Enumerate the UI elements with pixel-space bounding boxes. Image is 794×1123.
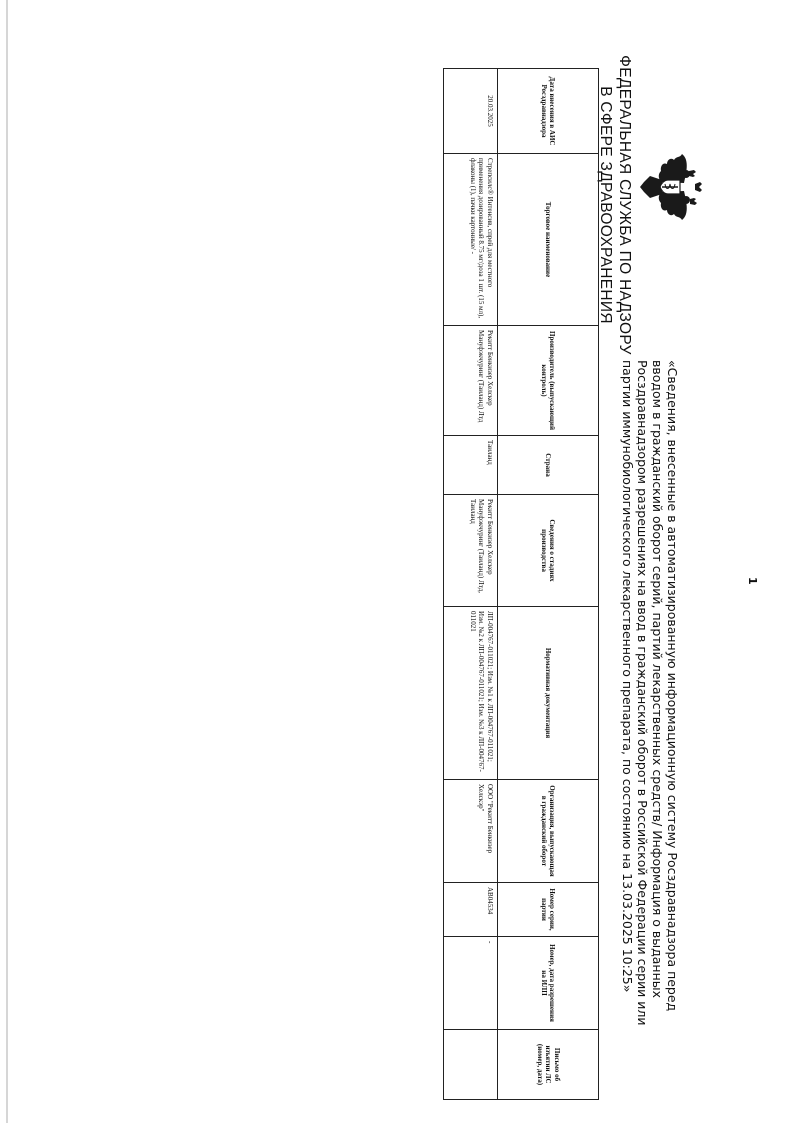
scan-edge-divider — [6, 0, 8, 1123]
withdrawal-letter-cell — [444, 1030, 498, 1100]
agency-name-line-1: ФЕДЕРАЛЬНАЯ СЛУЖБА ПО НАДЗОРУ — [616, 55, 633, 355]
agency-name-line-2: В СФЕРЕ ЗДРАВООХРАНЕНИЯ — [597, 86, 614, 324]
header-cell: Номер серии, партии — [498, 883, 599, 937]
header-cell: Сведения о стадиях производства — [498, 495, 599, 607]
header-cell: Письмо об изъятии ЛС (номер, дата) — [498, 1030, 599, 1100]
header-cell: Нормативная документация — [498, 607, 599, 780]
date-cell: 20.03.2025 — [444, 69, 498, 154]
batch-number-cell: AB04534 — [444, 883, 498, 937]
header-cell: Страна — [498, 436, 599, 495]
header-cell: Производитель (выпускающий контроль) — [498, 326, 599, 436]
header-cell: Дата внесения в АИС Росздравнадзора — [498, 69, 599, 154]
double-headed-eagle-emblem-icon — [638, 152, 702, 222]
header-cell: Номер, дата разрешения на ИЛП — [498, 937, 599, 1030]
drug-release-table — [443, 68, 599, 1100]
page-number: 1 — [746, 577, 759, 585]
regulatory-docs-cell: ЛП-004767-011021; Изм. №1 к ЛП-004767-011021; Изм. №2 к ЛП-004767-011021; Изм. №3 к ЛП-004767-011021 — [444, 607, 498, 780]
header-cell: Организация, выпускающая в гражданский оборот — [498, 780, 599, 883]
permit-number-cell: - — [444, 937, 498, 1030]
country-cell: Таиланд — [444, 436, 498, 495]
table-row — [444, 69, 498, 1100]
production-stages-cell: Рекитт Бенкизер Хелскер Мануфэкчуринг (Таиланд) Лтд, Таиланд — [444, 495, 498, 607]
table-header-row — [498, 69, 599, 1100]
agency-name — [596, 40, 634, 370]
header-cell: Торговое наименование — [498, 154, 599, 326]
releasing-organization-cell: ООО "Рекитт Бенкизер Хелскэр" — [444, 780, 498, 883]
manufacturer-cell: Рекитт Бенкизер Хелскер Мануфэкчуринг (Таиланд) Лтд — [444, 326, 498, 436]
trade-name-cell: Стрепсилс® Интенсив, спрей для местного применения дозированный 8.75 мг/доза 1 шт. (15 мл), флаконы (1), пачки картонные/ - — [444, 154, 498, 326]
document-heading: «Сведения, внесенные в автоматизированную информационную систему Росздравнадзора перед вводом в гражданский оборот серий, партий лекарственных средств/ Информация о выданных Росздравнадзором разрешениях на ввод в гражданский оборот в Российской Федерации серии или партии иммунобиологического лекарственного препарата, по состоянию на 13.03.2025 10:25» — [620, 360, 680, 1026]
